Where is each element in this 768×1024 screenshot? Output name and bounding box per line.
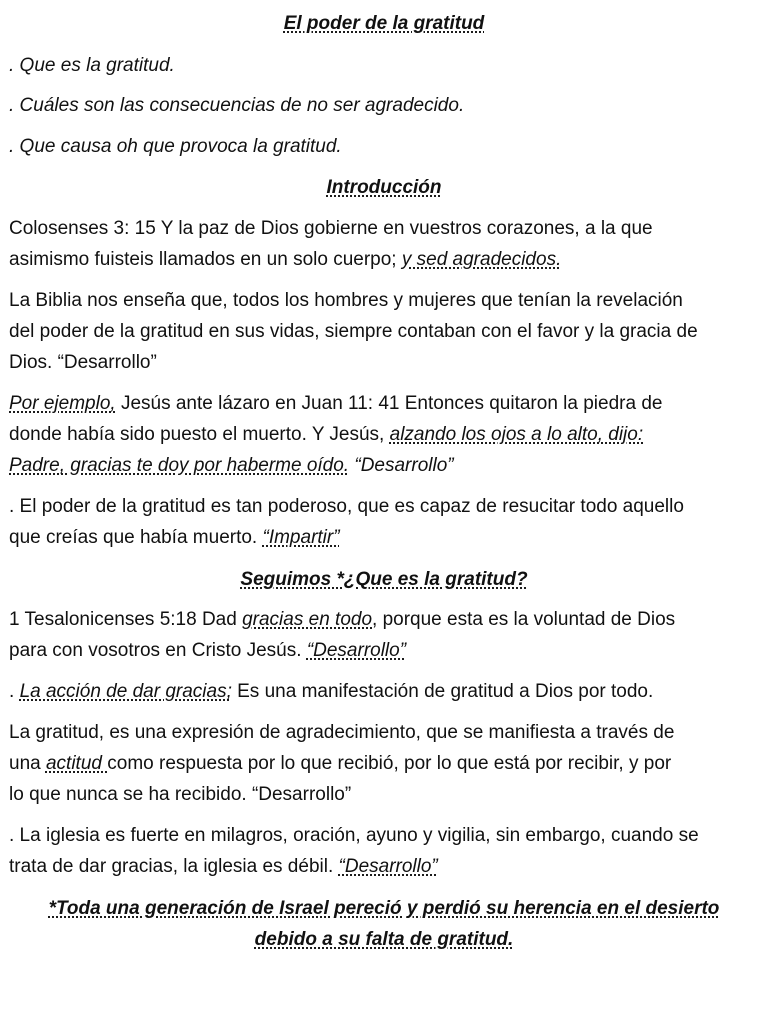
para1-line2-text: asimismo fuisteis llamados en un solo cuerpo; bbox=[9, 249, 402, 270]
para8-line2 bbox=[9, 851, 761, 882]
closing-line-1: *Toda una generación de Israel pereció y perdió su herencia en el desierto bbox=[48, 898, 720, 919]
para8-line1: . La iglesia es fuerte en milagros, oración, ayuno y vigilia, sin embargo, cuando se bbox=[9, 825, 699, 846]
para3-quote-2: Padre, gracias te doy por haberme oído. bbox=[9, 455, 350, 476]
para7-line2-text-a: una bbox=[9, 753, 46, 774]
para4-impartir: “Impartir” bbox=[262, 527, 340, 548]
para3-line1 bbox=[9, 388, 761, 419]
para5-line2 bbox=[9, 635, 761, 666]
para1-emphasis: y sed agradecidos. bbox=[401, 249, 562, 270]
closing-line-2: debido a su falta de gratitud. bbox=[254, 929, 514, 950]
para4-line2 bbox=[9, 522, 761, 553]
intro-heading: Introducción bbox=[326, 177, 442, 198]
para5-desarrollo: “Desarrollo” bbox=[306, 640, 407, 661]
para4-line1: . El poder de la gratitud es tan poderoso, que es capaz de resucitar todo aquello bbox=[9, 496, 684, 517]
para6-bullet: . bbox=[9, 681, 20, 702]
para3-line3 bbox=[9, 450, 761, 481]
para7-line1: La gratitud, es una expresión de agradecimiento, que se manifiesta a través de bbox=[9, 722, 675, 743]
para7-line2 bbox=[9, 748, 761, 779]
para1-line2 bbox=[9, 244, 761, 275]
question-1: . Que es la gratitud. bbox=[9, 55, 175, 76]
para5-line1-text-c: , porque esta es la voluntad de Dios bbox=[372, 609, 676, 630]
para7-line3: lo que nunca se ha recibido. “Desarrollo” bbox=[9, 784, 352, 805]
para6-text: Es una manifestación de gratitud a Dios por todo. bbox=[231, 681, 654, 702]
para4-line2-text: que creías que había muerto. bbox=[9, 527, 263, 548]
section2-heading: Seguimos *¿Que es la gratitud? bbox=[240, 569, 528, 590]
document-title: El poder de la gratitud bbox=[283, 13, 485, 34]
question-2: . Cuáles son las consecuencias de no ser agradecido. bbox=[9, 95, 465, 116]
para2-line1: La Biblia nos enseña que, todos los hombres y mujeres que tenían la revelación bbox=[9, 290, 683, 311]
para8-line2-text: trata de dar gracias, la iglesia es débil. bbox=[9, 856, 339, 877]
para8-desarrollo: “Desarrollo” bbox=[338, 856, 438, 877]
para3-line2 bbox=[9, 419, 761, 450]
para5-line1 bbox=[9, 604, 761, 635]
question-3: . Que causa oh que provoca la gratitud. bbox=[9, 136, 342, 157]
para5-emphasis: gracias en todo bbox=[242, 609, 373, 630]
para6-emphasis: La acción de dar gracias; bbox=[19, 681, 232, 702]
para6-line1 bbox=[9, 676, 761, 707]
para5-line1-text-a: 1 Tesalonicenses 5:18 Dad bbox=[9, 609, 243, 630]
para2-line3: Dios. “Desarrollo” bbox=[9, 352, 157, 373]
para3-line1-text: Jesús ante lázaro en Juan 11: 41 Entonces quitaron la piedra de bbox=[115, 393, 663, 414]
para2-line2: del poder de la gratitud en sus vidas, siempre contaban con el favor y la gracia de bbox=[9, 321, 698, 342]
para3-lead: Por ejemplo, bbox=[9, 393, 116, 414]
para3-desarrollo: “Desarrollo” bbox=[349, 455, 454, 476]
para5-line2-text: para con vosotros en Cristo Jesús. bbox=[9, 640, 307, 661]
para1-line1: Colosenses 3: 15 Y la paz de Dios gobierne en vuestros corazones, a la que bbox=[9, 218, 653, 239]
para7-line2-text-c: como respuesta por lo que recibió, por lo que está por recibir, y por bbox=[107, 753, 672, 774]
para7-emphasis: actitud bbox=[45, 753, 108, 774]
para3-quote-1: alzando los ojos a lo alto, dijo: bbox=[389, 424, 644, 445]
para3-line2-text: donde había sido puesto el muerto. Y Jesús, bbox=[9, 424, 390, 445]
